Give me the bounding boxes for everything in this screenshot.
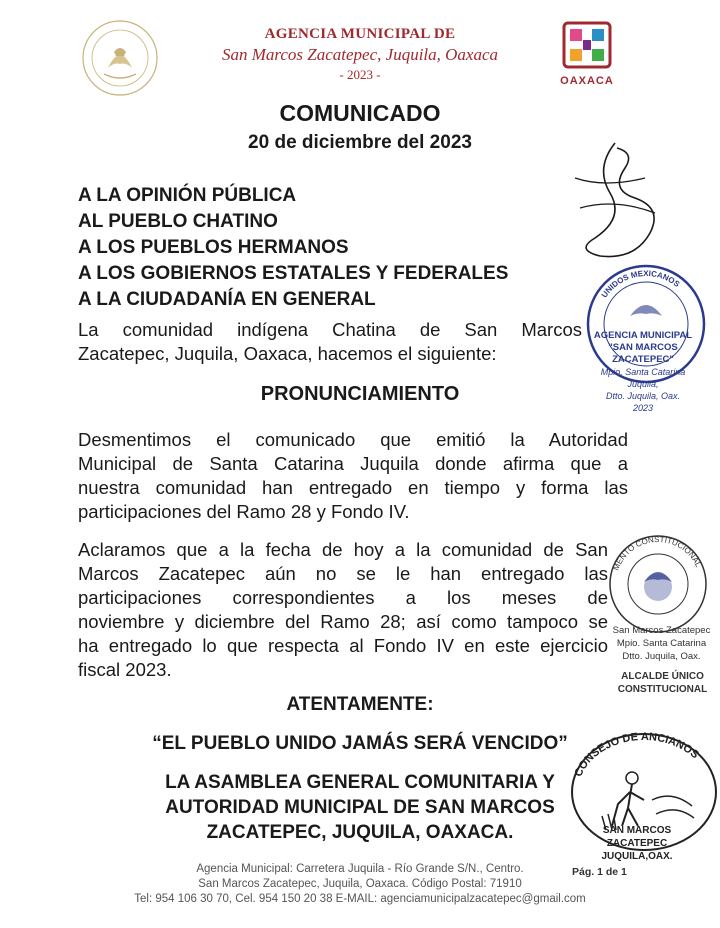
stamp3-ring-text: CONSEJO DE ANCIANOS	[572, 730, 701, 779]
stamp-line: 2023	[632, 403, 654, 413]
paragraph-line: La comunidad indígena Chatina de San Marcos	[78, 319, 582, 340]
paragraph-line: ha entregado lo que respecta al Fondo IV en este ejercicio	[78, 635, 608, 656]
stamp-line: Juquila,	[627, 379, 659, 389]
stamp-line: ALCALDE ÚNICO	[621, 671, 704, 682]
stamp-line: Dtto. Juquila, Oax.	[622, 651, 701, 662]
footer-city: San Marcos Zacatepec, Juquila, Oaxaca. Código Postal: 71910	[198, 878, 522, 890]
header-agency-label: AGENCIA MUNICIPAL DE	[264, 26, 456, 42]
paragraph-line: participaciones correspondientes a los meses de	[78, 587, 608, 608]
oaxaca-logo	[555, 20, 619, 90]
mexico-coat-of-arms-icon	[80, 18, 160, 98]
clarification-paragraph	[78, 538, 608, 682]
intro-paragraph	[78, 318, 582, 366]
pronouncement-heading: PRONUNCIAMIENTO	[260, 383, 460, 405]
stamp2-role	[605, 670, 720, 696]
stamp1-text	[583, 330, 703, 414]
stamp-line: AGENCIA MUNICIPAL	[593, 330, 693, 341]
signatory-line: ZACATEPEC, JUQUILA, OAXACA.	[206, 822, 514, 843]
denial-paragraph	[78, 428, 628, 524]
stamp-line: "SAN MARCOS	[608, 342, 678, 353]
handwritten-signature	[555, 138, 665, 268]
document-title: COMUNICADO	[279, 100, 441, 126]
footer-phone-email: Tel: 954 106 30 70, Cel. 954 150 20 38 E-MAIL: agenciamunicipalzacatepec@gmail.com	[134, 893, 586, 905]
paragraph-line: Marcos Zacatepec aún no se le han entregado las	[78, 563, 608, 584]
footer-contact	[80, 862, 640, 907]
motto: “EL PUEBLO UNIDO JAMÁS SERÁ VENCIDO”	[152, 733, 568, 754]
stamp-line: CONSTITUCIONAL	[617, 684, 708, 695]
header-municipality: San Marcos Zacatepec, Juquila, Oaxaca	[221, 45, 499, 64]
stamp2-ring-text: MENTO CONSTITUCIONAL	[611, 534, 704, 572]
stamp-line: Mpio. Santa Catarina	[616, 638, 707, 649]
svg-text:UNIDOS MEXICANOS	[600, 269, 682, 299]
svg-text:CONSEJO DE ANCIANOS	[572, 731, 701, 779]
logo-word: OAXACA	[560, 75, 614, 87]
paragraph-line: Municipal de Santa Catarina Juquila donde afirma que a	[78, 453, 628, 474]
oaxaca-glyph-icon	[561, 20, 613, 70]
header-title-block	[190, 26, 530, 83]
stamp-line: SAN MARCOS ZACATEPEC	[602, 825, 672, 849]
signatory-line: LA ASAMBLEA GENERAL COMUNITARIA Y	[165, 772, 555, 793]
recipient-line: A LOS PUEBLOS HERMANOS	[78, 237, 349, 258]
paragraph-line: nuestra comunidad han entregado en tiempo y forma las	[78, 477, 628, 498]
stamp-line: Mpio. Santa Catarina	[600, 367, 686, 377]
recipients-list	[78, 183, 598, 313]
stamp3-text	[572, 824, 702, 863]
header-year: - 2023 -	[339, 67, 381, 82]
page-number: Pág. 1 de 1	[572, 866, 627, 878]
paragraph-line: fiscal 2023.	[78, 659, 172, 680]
recipient-line: A LA OPINIÓN PÚBLICA	[78, 185, 297, 206]
paragraph-line: Zacatepec, Juquila, Oaxaca, hacemos el siguiente:	[78, 343, 497, 364]
stamp1-ring-text: UNIDOS MEXICANOS	[599, 268, 682, 300]
recipient-line: A LOS GOBIERNOS ESTATALES Y FEDERALES	[78, 263, 509, 284]
recipient-line: AL PUEBLO CHATINO	[78, 211, 278, 232]
paragraph-line: participaciones del Ramo 28 y Fondo IV.	[78, 501, 410, 522]
closing-salutation: ATENTAMENTE:	[286, 694, 434, 715]
signatories	[130, 770, 590, 845]
stamp-line: San Marcos Zacatepec	[612, 625, 711, 636]
signatory-line: AUTORIDAD MUNICIPAL DE SAN MARCOS	[165, 797, 555, 818]
paragraph-line: noviembre y diciembre del Ramo 28; así como tampoco se	[78, 611, 608, 632]
svg-text:MENTO CONSTITUCIONAL	[611, 535, 703, 572]
stamp-line: JUQUILA,OAX.	[601, 851, 673, 862]
paragraph-line: Desmentimos el comunicado que emitió la Autoridad	[78, 429, 628, 450]
stamp2-text	[603, 624, 720, 663]
footer-address: Agencia Municipal: Carretera Juquila - Río Grande S/N., Centro.	[196, 863, 524, 875]
paragraph-line: Aclaramos que a la fecha de hoy a la comunidad de San	[78, 539, 608, 560]
recipient-line: A LA CIUDADANÍA EN GENERAL	[78, 289, 376, 310]
stamp-line: Dtto. Juquila, Oax.	[605, 391, 681, 401]
document-date: 20 de diciembre del 2023	[248, 132, 472, 153]
stamp-line: ZACATEPEC"	[612, 354, 674, 365]
